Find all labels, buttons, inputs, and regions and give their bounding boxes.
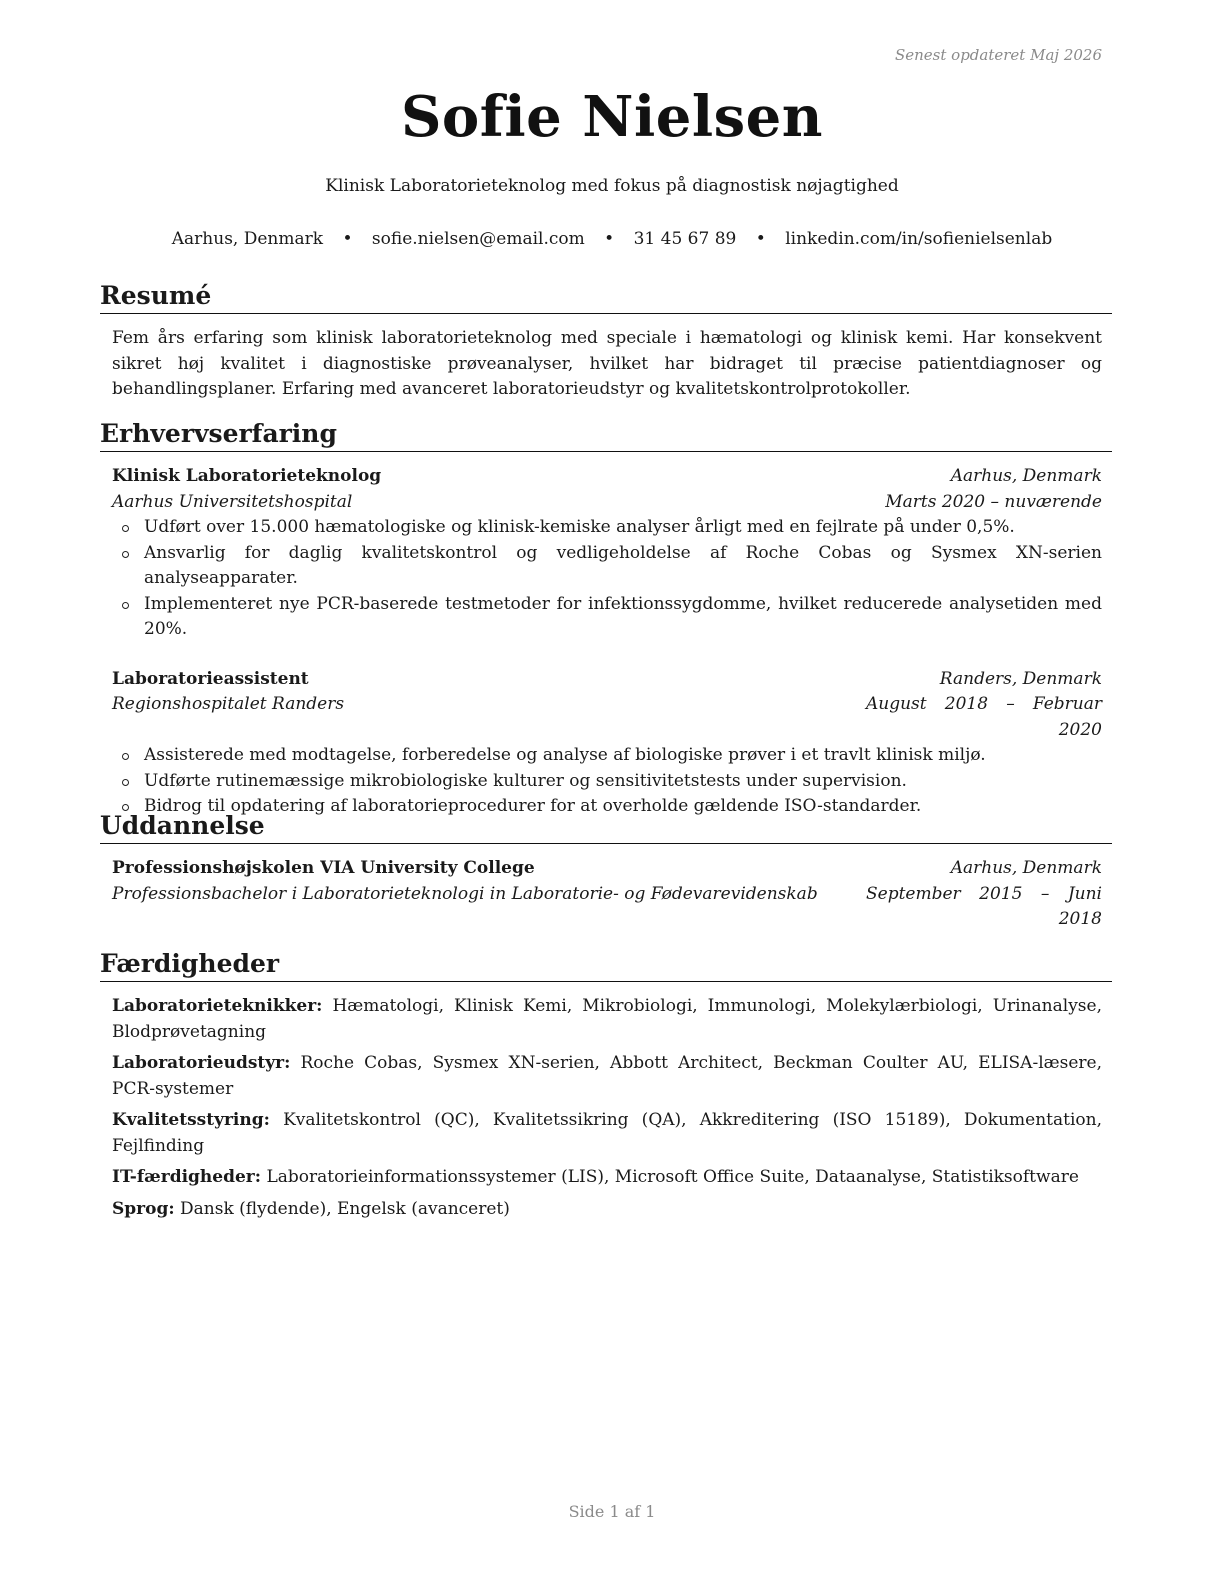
list-item: Ansvarlig for daglig kvalitetskontrol og vedligeholdelse af Roche Cobas og Sysmex XN-serien analyseapparater.	[144, 541, 1102, 592]
contact-location: Aarhus, Denmark	[171, 229, 324, 249]
section-heading-education: Uddannelse	[100, 810, 1112, 844]
summary-text: Fem års erfaring som klinisk laboratorieteknolog med speciale i hæmatologi og klinisk kemi. Har konsekvent sikret høj kvalitet i diagnostiske prøveanalyser, hvilket har bidraget til præcise patientdiagnoser og behandlingsplaner. Erfaring med avanceret laboratorieudstyr og kvalitetskontrolprotokoller.	[112, 328, 1102, 399]
candidate-name: Sofie Nielsen	[400, 84, 823, 150]
skill-row	[112, 994, 1102, 1045]
job-location: Aarhus, Denmark	[950, 466, 1102, 486]
skill-label: Sprog:	[112, 1198, 175, 1219]
education-dates: September 2015 – Juni 2018	[866, 883, 1102, 929]
section-heading-summary: Resumé	[100, 280, 1112, 314]
skill-value: Kvalitetskontrol (QC), Kvalitetssikring (QA), Akkreditering (ISO 15189), Dokumentation, Fejlfinding	[112, 1110, 1102, 1156]
skill-label: Laboratorieteknikker:	[112, 996, 323, 1016]
tagline: Klinisk Laboratorieteknolog med fokus på diagnostisk nøjagtighed	[325, 176, 899, 196]
bullet-separator: •	[604, 229, 615, 249]
page-number: Side 1 af 1	[568, 1502, 656, 1521]
job-title: Klinisk Laboratorieteknolog	[112, 466, 382, 486]
skill-label: Laboratorieudstyr:	[112, 1053, 291, 1073]
education-entry	[112, 856, 1102, 933]
degree: Professionsbachelor i Laboratorieteknologi in Laboratorie- og Fødevarevidenskab	[112, 883, 818, 904]
section-heading-skills: Færdigheder	[100, 948, 1112, 982]
job-entry	[112, 464, 1102, 643]
job-entry	[112, 667, 1102, 820]
school-location: Aarhus, Denmark	[950, 858, 1102, 878]
experience-section	[100, 418, 1112, 820]
skill-value: Roche Cobas, Sysmex XN-serien, Abbott Architect, Beckman Coulter AU, ELISA-læsere, PCR-systemer	[112, 1053, 1102, 1099]
skill-value: Hæmatologi, Klinisk Kemi, Mikrobiologi, Immunologi, Molekylærbiologi, Urinanalyse, Blodprøvetagning	[112, 996, 1102, 1042]
skill-value: Laboratorieinformationssystemer (LIS), Microsoft Office Suite, Dataanalyse, Statistiksoftware	[266, 1167, 1079, 1187]
section-heading-experience: Erhvervserfaring	[100, 418, 1112, 452]
job-location: Randers, Denmark	[939, 668, 1102, 689]
job-employer: Aarhus Universitetshospital	[112, 491, 353, 512]
last-updated: Senest opdateret Maj 2026	[894, 46, 1102, 64]
job-dates: August 2018 – Februar 2020	[866, 694, 1102, 740]
skill-row	[112, 1108, 1102, 1159]
school-name: Professionshøjskolen VIA University College	[112, 858, 535, 878]
contact-line	[0, 229, 1224, 249]
education-section	[100, 810, 1112, 933]
contact-email[interactable]: sofie.nielsen@email.com	[371, 229, 585, 249]
list-item: Bidrog til opdatering af laboratorieprocedurer for at overholde gældende ISO-standarder.	[144, 794, 1102, 820]
summary-section	[100, 280, 1112, 403]
skill-row	[112, 1051, 1102, 1102]
list-item: Implementeret nye PCR-baserede testmetoder for infektionssygdomme, hvilket reducerede analysetiden med 20%.	[144, 592, 1102, 643]
job-bullets	[112, 515, 1102, 643]
skill-value: Dansk (flydende), Engelsk (avanceret)	[180, 1198, 510, 1219]
bullet-separator: •	[755, 229, 766, 249]
job-dates: Marts 2020 – nuværende	[885, 491, 1102, 512]
list-item: Udførte rutinemæssige mikrobiologiske kulturer og sensitivitetstests under supervision.	[144, 769, 1102, 795]
contact-linkedin[interactable]: linkedin.com/in/sofienielsenlab	[785, 229, 1053, 249]
skill-label: IT-færdigheder:	[112, 1167, 262, 1187]
skills-section	[100, 948, 1112, 1222]
bullet-separator: •	[342, 229, 353, 249]
contact-phone: 31 45 67 89	[633, 229, 737, 249]
list-item: Assisterede med modtagelse, forberedelse og analyse af biologiske prøver i et travlt klinisk miljø.	[144, 743, 1102, 769]
job-bullets	[112, 743, 1102, 820]
list-item: Udført over 15.000 hæmatologiske og klinisk-kemiske analyser årligt med en fejlrate på under 0,5%.	[144, 515, 1102, 541]
job-title: Laboratorieassistent	[112, 668, 309, 689]
skill-label: Kvalitetsstyring:	[112, 1110, 270, 1130]
skill-row	[112, 1165, 1102, 1191]
skill-row	[112, 1197, 1102, 1223]
job-employer: Regionshospitalet Randers	[112, 694, 345, 714]
